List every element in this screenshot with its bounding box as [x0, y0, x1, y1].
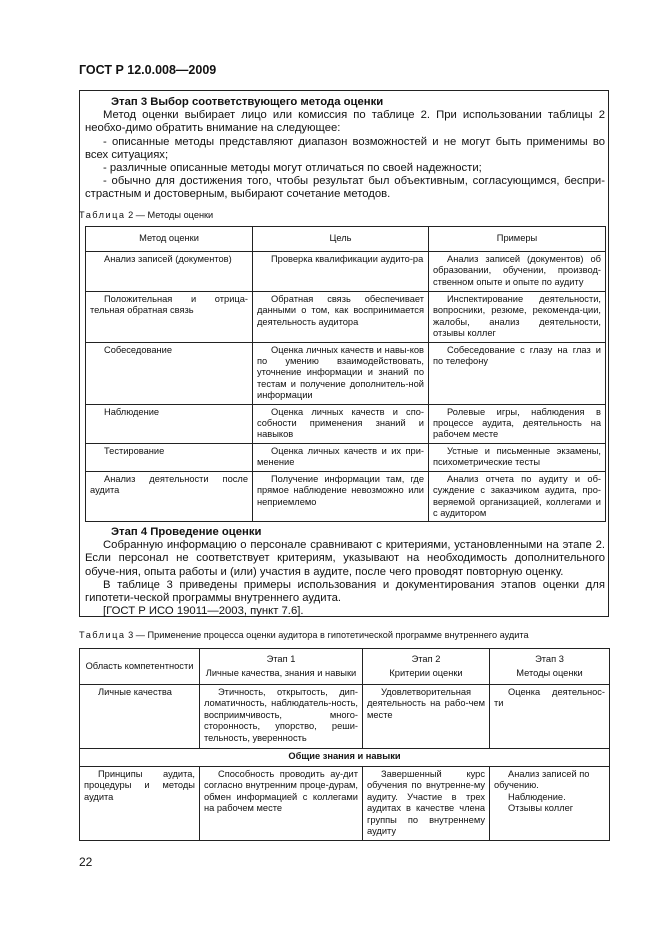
method-line: Анализ записей по обучению. [494, 769, 590, 791]
table3-header-cell [490, 649, 610, 685]
table-cell: Ролевые игры, наблюдения в процессе аудита, деятельность на рабочем месте [429, 404, 606, 443]
table-cell: Завершенный курс обучения по внутренне-му аудиту. Участие в трех аудитах в качестве члена группы по внутреннему аудиту [363, 767, 490, 841]
stage3-paragraph: Метод оценки выбирает лицо или комиссия по таблице 2. При использовании таблицы 2 необхо-димо обратить внимание на следующее: [85, 109, 605, 135]
table-row [80, 767, 610, 841]
table-cell: Оценка личных качеств и спо-собности применения знаний и навыков [253, 404, 429, 443]
table2-header-cell: Цель [253, 227, 429, 252]
table-cell: Собеседование с глазу на глаз и по телефону [429, 342, 606, 404]
table-cell: Обратная связь обеспечивает данными о том, как воспринимается деятельность аудитора [253, 292, 429, 343]
stage4-section [85, 526, 605, 618]
document-code: ГОСТ Р 12.0.008—2009 [79, 63, 217, 77]
table-cell: Личные качества [80, 685, 200, 749]
stage4-paragraph: В таблице 3 приведены примеры использования и документирования этапов оценки для гипотети-ческой программы внутреннего аудита. [85, 578, 605, 605]
table-cell: Анализ отчета по аудиту и об-суждение с заказчиком аудита, про-веряемой организацией, коллегами и с аудитором [429, 471, 606, 522]
table2-header-cell: Примеры [429, 227, 606, 252]
table-section-row [80, 749, 610, 767]
table3-header-cell [200, 649, 363, 685]
table2-header-cell: Метод оценки [86, 227, 253, 252]
table-cell: Наблюдение [86, 404, 253, 443]
table2 [85, 226, 606, 522]
table2-header-row [86, 227, 606, 252]
table-cell: Собеседование [86, 342, 253, 404]
table3-caption [79, 630, 529, 640]
table-cell: Тестирование [86, 443, 253, 471]
table-row [80, 685, 610, 749]
table2-caption-prefix: Таблица [79, 210, 126, 220]
table3-header-label: Личные качества, знания и навыки [205, 668, 357, 678]
stage3-bullet: - описанные методы представляют диапазон возможностей и не могут быть применимы во всех ситуациях; [85, 135, 605, 161]
table3-header-stage: Этап 2 [411, 653, 441, 664]
table-cell: Оценка личных качеств и их при-менение [253, 443, 429, 471]
table-cell: Анализ записей (документов) [86, 252, 253, 292]
table-cell: Оценка личных качеств и навы-ков по умению взаимодействовать, уточнение информации и знаний по тестам и получение дополнитель-ной информации [253, 342, 429, 404]
table-cell: Оценка деятельнос-ти [490, 685, 610, 749]
table-cell [490, 767, 610, 841]
stage3-heading: Этап 3 Выбор соответствующего метода оценки [111, 96, 384, 108]
table-cell: Устные и письменные экзамены, психометрические тесты [429, 443, 606, 471]
table3-header-row [80, 649, 610, 685]
table-row [86, 342, 606, 404]
table-row [86, 404, 606, 443]
table-cell: Проверка квалификации аудито-ра [253, 252, 429, 292]
table3-header-stage: Этап 3 [535, 653, 564, 664]
table3-header-label: Критерии оценки [389, 668, 463, 678]
table3 [79, 648, 610, 841]
table-cell: Положительная и отрица-тельная обратная связь [86, 292, 253, 343]
stage4-heading: Этап 4 Проведение оценки [111, 526, 262, 538]
stage3-bullet: - обычно для достижения того, чтобы результат был объективным, согласующимся, беспри-страстным и достоверным, выбирают сочетание методов. [85, 175, 605, 201]
table3-caption-prefix: Таблица [79, 630, 126, 640]
table3-section-title: Общие знания и навыки [80, 749, 610, 767]
table-cell: Анализ деятельности после аудита [86, 471, 253, 522]
stage3-bullet: - различные описанные методы могут отличаться по своей надежности; [103, 162, 482, 175]
stage4-reference: [ГОСТ Р ИСО 19011—2003, пункт 7.6]. [103, 605, 304, 618]
table-cell: Этичность, открытость, дип-ломатичность, наблюдатель-ность, восприимчивость, много-сторонность, упорство, реши-тельность, уверенность [200, 685, 363, 749]
stage3-section [85, 96, 605, 202]
table-row [86, 252, 606, 292]
table-row [86, 443, 606, 471]
table2-caption [79, 210, 213, 220]
table3-header-cell [363, 649, 490, 685]
table-row [86, 292, 606, 343]
stage4-paragraph: Собранную информацию о персонале сравнивают с критериями, установленными на этапе 2. Если персонал не соответствует критериям, указывают на необходимость дополнительного обуче-ния, опыта работы и (или) участия в аудите, после чего проводят повторную оценку. [85, 539, 605, 578]
table-row [86, 471, 606, 522]
page-number: 22 [79, 855, 93, 869]
table-cell: Анализ записей (документов) об образовании, обучении, производ-ственном опыте и опыте по аудиту [429, 252, 606, 292]
table3-header-label: Методы оценки [516, 668, 583, 678]
method-line: Наблюдение. [508, 791, 566, 802]
table-cell: Удовлетворительная деятельность на рабо-чем месте [363, 685, 490, 749]
table3-caption-text: 3 — Применение процесса оценки аудитора в гипотетической программе внутреннего аудита [125, 630, 529, 640]
table3-header-label: Область компетентности [85, 660, 194, 671]
table-cell: Получение информации там, где прямое наблюдение невозможно или неприемлемо [253, 471, 429, 522]
table2-caption-text: 2 — Методы оценки [125, 210, 214, 220]
table-cell: Принципы аудита, процедуры и методы аудита [80, 767, 200, 841]
table-cell: Способность проводить ау-дит согласно внутренним проце-дурам, обмен информацией с коллегами на рабочем месте [200, 767, 363, 841]
table3-header-stage: Этап 1 [266, 653, 296, 664]
method-line: Отзывы коллег [508, 803, 574, 814]
table3-header-cell [80, 649, 200, 685]
table-cell: Инспектирование деятельности, вопросники, резюме, рекоменда-ции, жалобы, анализ деятельности, отзывы коллег [429, 292, 606, 343]
